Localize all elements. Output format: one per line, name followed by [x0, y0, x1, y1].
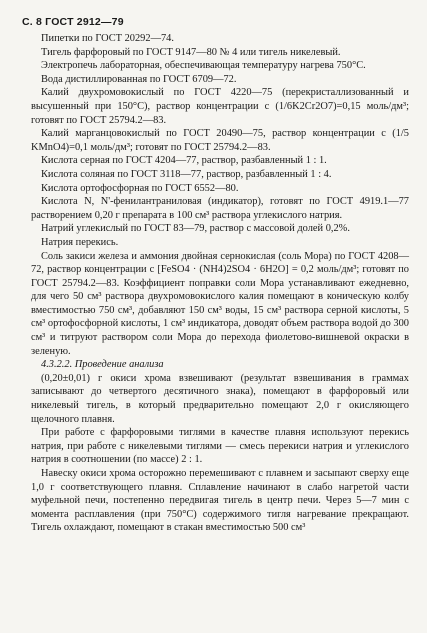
paragraph: Калий марганцовокислый по ГОСТ 20490—75, раствор концентрации с (1/5 KMnO4)=0,1 моль/дм³; готовят по ГОСТ 25794.2—83. [31, 128, 409, 153]
paragraph: Натрий углекислый по ГОСТ 83—79, раствор с массовой долей 0,2%. [41, 223, 350, 235]
paragraph: Электропечь лабораторная, обеспечивающая температуру нагрева 750°С. [41, 60, 366, 72]
paragraph: Кислота N, N'-фенилантраниловая (индикатор), готовят по ГОСТ 4919.1—77 растворением 0,20 г препарата в 100 см³ раствора углекислого натрия. [31, 196, 409, 221]
paragraph: Кислота серная по ГОСТ 4204—77, раствор, разбавленный 1 : 1. [41, 155, 327, 167]
paragraph: (0,20±0,01) г окиси хрома взвешивают (результат взвешивания в граммах записывают до четвертого десятичного знака), помещают в фарфоровый или никелевый тигель, в который предварительно помещают 2,0 г окисляющего щелочного плавня. [31, 372, 409, 425]
paragraph: Кислота ортофосфорная по ГОСТ 6552—80. [41, 182, 239, 194]
paragraph: Натрия перекись. [41, 236, 119, 248]
paragraph: Калий двухромовокислый по ГОСТ 4220—75 (перекристаллизованный и высушенный при 150°С), раствор концентрации с (1/6K2Cr2O7)=0,15 моль/дм³; готовят по ГОСТ 25794.2—83. [31, 87, 409, 126]
section-heading: 4.3.2.2. Проведение анализа [41, 359, 164, 371]
paragraph: Пипетки по ГОСТ 20292—74. [41, 33, 174, 44]
paragraph: Кислота соляная по ГОСТ 3118—77, раствор, разбавленный 1 : 4. [41, 168, 332, 180]
paragraph: При работе с фарфоровыми тиглями в качестве плавня используют перекись натрия, при работе с никелевыми тиглями — смесь перекиси натрия и углекислого натрия в соотношении (по массе) 2 : 1. [31, 427, 409, 466]
paragraph: Вода дистиллированная по ГОСТ 6709—72. [41, 73, 237, 85]
paragraph: Навеску окиси хрома осторожно перемешивают с плавнем и засыпают сверху еще 1,0 г соответствующего плавня. Сплавление начинают в слабо нагретой части муфельной печи, постепенно передвигая тигель в центр печи. Через 5—7 мин с момента расплавления (при 750°С) содержимого тигля нагревание прекращают. Тигель охлаждают, помещают в стакан вместимостью 500 см³ [31, 468, 409, 534]
page-header: С. 8 ГОСТ 2912—79 [22, 16, 124, 28]
paragraph: Тигель фарфоровый по ГОСТ 9147—80 № 4 или тигель никелевый. [41, 46, 341, 58]
document-body [31, 32, 409, 535]
paragraph: Соль закиси железа и аммония двойная сернокислая (соль Мора) по ГОСТ 4208—72, раствор концентрации с [FeSO4 · (NH4)2SO4 · 6H2O] = 0,2 моль/дм³; готовят по ГОСТ 25794.2—83. Коэффициент поправки соли Мора устанавливают ежедневно, для чего 50 см³ раствора двухромовокислого калия помещают в коническую колбу вместимостью 750 см³, добавляют 150 см³ воды, 15 см³ раствора серной кислоты, 5 см³ ортофосфорной кислоты, 1 см³ индикатора, доводят объем раствора водой до 300 см³ и титруют раствором соли Мора до перехода фиолетово-вишневой окраски в зеленую. [31, 250, 409, 357]
